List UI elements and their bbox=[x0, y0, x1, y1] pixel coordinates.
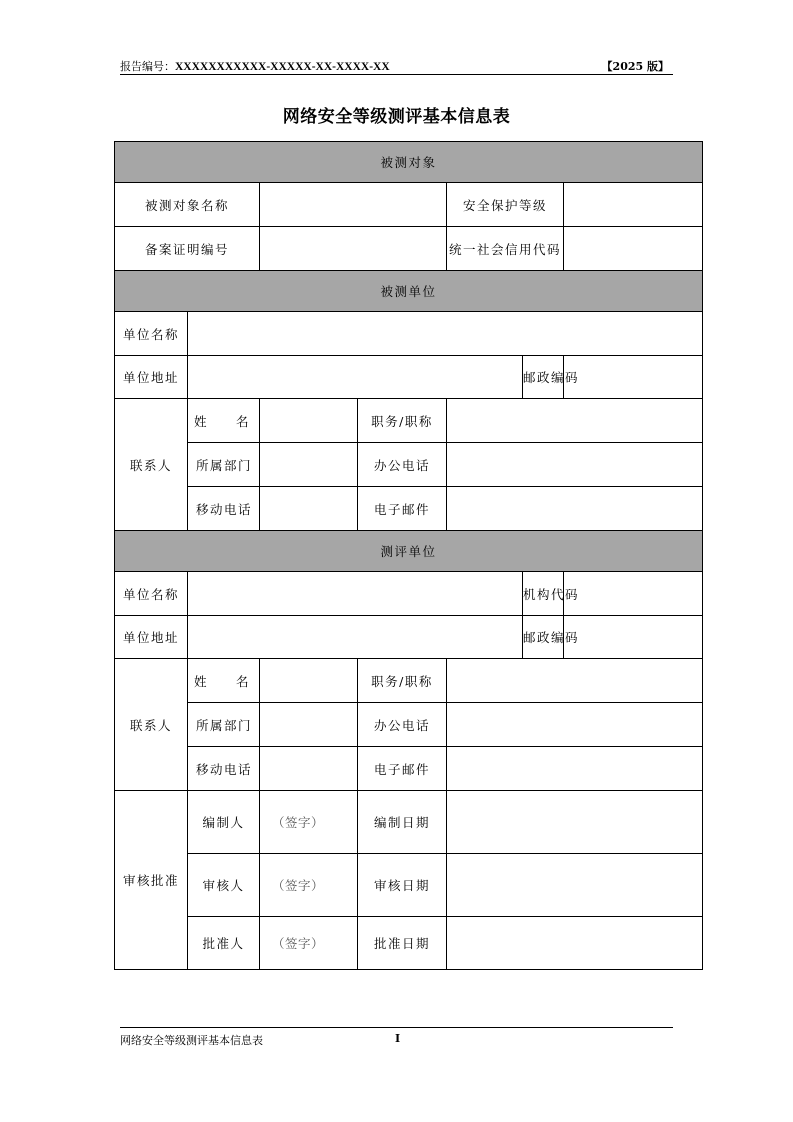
compile-date-label: 编制日期 bbox=[358, 791, 447, 854]
page-footer bbox=[120, 1027, 673, 1048]
eval-unit-postcode-label: 邮政编码 bbox=[523, 616, 564, 659]
section-tested-unit: 被测单位 bbox=[115, 271, 703, 312]
eval-email-field[interactable] bbox=[447, 747, 703, 791]
tested-position-label: 职务/职称 bbox=[358, 399, 447, 443]
tested-email-label: 电子邮件 bbox=[358, 487, 447, 531]
compile-date-field[interactable] bbox=[447, 791, 703, 854]
eval-unit-address-field[interactable] bbox=[188, 616, 523, 659]
approval-label: 审核批准 bbox=[115, 791, 188, 970]
eval-position-field[interactable] bbox=[447, 659, 703, 703]
compiler-signature-field[interactable]: （签字） bbox=[260, 791, 358, 854]
filing-number-label: 备案证明编号 bbox=[115, 227, 260, 271]
tested-contact-name-field[interactable] bbox=[260, 399, 358, 443]
tested-contact-name-label: 姓名 bbox=[188, 399, 260, 443]
credit-code-field[interactable] bbox=[564, 227, 703, 271]
eval-office-phone-label: 办公电话 bbox=[358, 703, 447, 747]
tested-office-phone-field[interactable] bbox=[447, 443, 703, 487]
approver-label: 批准人 bbox=[188, 917, 260, 970]
tested-unit-address-label: 单位地址 bbox=[115, 356, 188, 399]
report-number bbox=[120, 58, 390, 74]
page-header bbox=[120, 58, 673, 75]
review-date-field[interactable] bbox=[447, 854, 703, 917]
report-number-value: XXXXXXXXXXX-XXXXX-XX-XXXX-XX bbox=[175, 61, 390, 73]
eval-unit-postcode-field[interactable] bbox=[564, 616, 703, 659]
tested-unit-name-label: 单位名称 bbox=[115, 312, 188, 356]
tested-unit-postcode-field[interactable] bbox=[564, 356, 703, 399]
eval-dept-field[interactable] bbox=[260, 703, 358, 747]
approve-date-label: 批准日期 bbox=[358, 917, 447, 970]
eval-position-label: 职务/职称 bbox=[358, 659, 447, 703]
eval-mobile-label: 移动电话 bbox=[188, 747, 260, 791]
org-code-field[interactable] bbox=[564, 572, 703, 616]
compiler-label: 编制人 bbox=[188, 791, 260, 854]
eval-unit-address-label: 单位地址 bbox=[115, 616, 188, 659]
tested-contact-label: 联系人 bbox=[115, 399, 188, 531]
info-form-table bbox=[114, 141, 703, 970]
version-label: 【2025 版】 bbox=[601, 60, 669, 73]
tested-position-field[interactable] bbox=[447, 399, 703, 443]
target-name-label: 被测对象名称 bbox=[115, 183, 260, 227]
review-date-label: 审核日期 bbox=[358, 854, 447, 917]
tested-unit-address-field[interactable] bbox=[188, 356, 523, 399]
eval-dept-label: 所属部门 bbox=[188, 703, 260, 747]
section-eval-unit: 测评单位 bbox=[115, 531, 703, 572]
eval-unit-name-field[interactable] bbox=[188, 572, 523, 616]
report-number-label: 报告编号： bbox=[120, 60, 175, 73]
reviewer-signature-field[interactable]: （签字） bbox=[260, 854, 358, 917]
approver-signature-field[interactable]: （签字） bbox=[260, 917, 358, 970]
tested-mobile-field[interactable] bbox=[260, 487, 358, 531]
eval-contact-name-label: 姓名 bbox=[188, 659, 260, 703]
security-level-field[interactable] bbox=[564, 183, 703, 227]
section-target: 被测对象 bbox=[115, 142, 703, 183]
eval-mobile-field[interactable] bbox=[260, 747, 358, 791]
footer-title: 网络安全等级测评基本信息表 bbox=[120, 1034, 263, 1047]
tested-dept-field[interactable] bbox=[260, 443, 358, 487]
filing-number-field[interactable] bbox=[260, 227, 447, 271]
reviewer-label: 审核人 bbox=[188, 854, 260, 917]
org-code-label: 机构代码 bbox=[523, 572, 564, 616]
eval-contact-name-field[interactable] bbox=[260, 659, 358, 703]
tested-office-phone-label: 办公电话 bbox=[358, 443, 447, 487]
tested-unit-postcode-label: 邮政编码 bbox=[523, 356, 564, 399]
approve-date-field[interactable] bbox=[447, 917, 703, 970]
eval-email-label: 电子邮件 bbox=[358, 747, 447, 791]
tested-mobile-label: 移动电话 bbox=[188, 487, 260, 531]
eval-unit-name-label: 单位名称 bbox=[115, 572, 188, 616]
tested-unit-name-field[interactable] bbox=[188, 312, 703, 356]
credit-code-label: 统一社会信用代码 bbox=[447, 227, 564, 271]
page-number: I bbox=[395, 1032, 401, 1045]
security-level-label: 安全保护等级 bbox=[447, 183, 564, 227]
target-name-field[interactable] bbox=[260, 183, 447, 227]
eval-contact-label: 联系人 bbox=[115, 659, 188, 791]
eval-office-phone-field[interactable] bbox=[447, 703, 703, 747]
tested-dept-label: 所属部门 bbox=[188, 443, 260, 487]
tested-email-field[interactable] bbox=[447, 487, 703, 531]
page-title: 网络安全等级测评基本信息表 bbox=[282, 107, 511, 127]
